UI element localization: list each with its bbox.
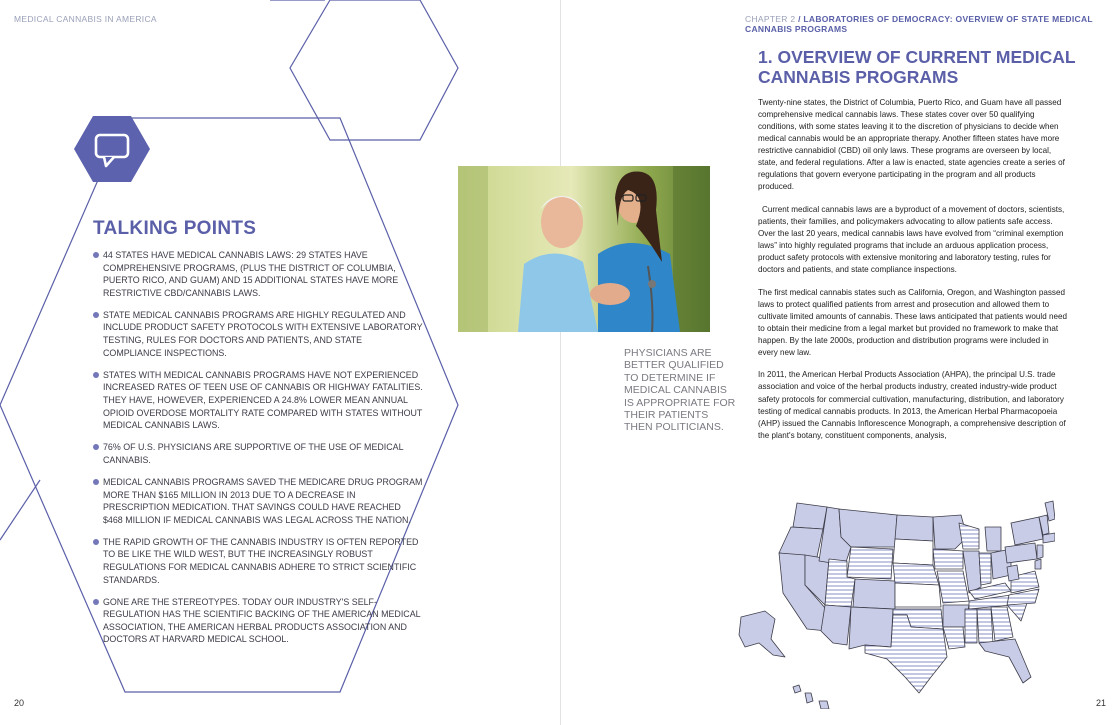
state-fl [979, 639, 1031, 683]
paragraph: Current medical cannabis laws are a byproduct of a movement of doctors, scientists, patients, their families, and policymakers advocating to allow patients safe access. Over the last 20 years, medical cannabis laws have evolved from “criminal exemption laws” into highly regulated programs that include an arduous application process, product safety protocols with extensive monitoring and laboratory testing, rules for doctors and patients, and state compliance inspections. [758, 204, 1065, 275]
speech-bubble-icon [74, 116, 150, 182]
state-al [977, 609, 993, 643]
paragraph: In 2011, the American Herbal Products Association (AHPA), the principal U.S. trade association and voice of the herbal products industry, created industry-wide product safety protocols for commercial cultivation, manufacturing, distribution, and laboratory testing of medical cannabis products. In 2013, the American Herbal Pharmacopoeia (AHP) issued the Cannabis Inflorescence Monograph, a comprehensive description of the plant's botany, constituent components, analysis, [758, 370, 1066, 440]
state-nm [849, 607, 893, 649]
state-ny [1011, 517, 1043, 545]
section-title: 1. OVERVIEW OF CURRENT MEDICAL CANNABIS PROGRAMS [758, 47, 1076, 87]
talking-point: GONE ARE THE STEREOTYPES. TODAY OUR INDUSTRY'S SELF-REGULATION HAS THE SCIENTIFIC BACKING OF THE AMERICAN MEDICAL ASSOCIATION, THE AMERICAN HERBAL PRODUCTS ASSOCIATION AND DOCTORS AT HARVARD MEDICAL SCHOOL. [93, 596, 423, 646]
state-md-de [1035, 559, 1041, 569]
talking-point: THE RAPID GROWTH OF THE CANNABIS INDUSTRY IS OFTEN REPORTED TO BE LIKE THE WILD WEST, BUT THE INCREASINGLY ROBUST REGULATIONS FOR MEDICAL CANNABIS ADHERE TO STRICT SCIENTIFIC STANDARDS. [93, 536, 423, 586]
talking-point: 76% OF U.S. PHYSICIANS ARE SUPPORTIVE OF THE USE OF MEDICAL CANNABIS. [93, 441, 423, 466]
talking-point: STATES WITH MEDICAL CANNABIS PROGRAMS HAVE NOT EXPERIENCED INCREASED RATES OF TEEN USE OF CANNABIS OR HIGHWAY FATALITIES. THEY HAVE, HOWEVER, EXPERIENCED A 24.8% LOWER MEAN ANNUAL OPIOID OVERDOSE MORTALITY RATE COMPARED WITH STATES WITHOUT MEDICAL CANNABIS LAWS. [93, 369, 423, 432]
state-pa [1005, 543, 1037, 563]
paragraph: Twenty-nine states, the District of Columbia, Puerto Rico, and Guam have all passed comprehensive medical cannabis laws. These states cover over 50 qualifying conditions, with some states leaving it to the discretion of physicians to decide when medical cannabis would be an appropriate therapy. Another fifteen states have more restrictive cannabidiol (CBD) oil only laws. These programs are overseen by local, state, and federal regulations. After a law is enacted, state agencies create a series of regulations that govern everyone participating in the program and all products produced. [758, 98, 1065, 192]
state-in [979, 553, 991, 585]
state-ia [933, 549, 963, 569]
running-head-right: CHAPTER 2 / LABORATORIES OF DEMOCRACY: OVERVIEW OF STATE MEDICAL CANNABIS PROGRAMS [745, 14, 1093, 34]
state-or [779, 527, 823, 557]
state-wv [1007, 565, 1019, 581]
state-nd [895, 515, 933, 541]
state-mt [839, 509, 897, 547]
state-az [821, 605, 851, 645]
pull-quote: PHYSICIANS ARE BETTER QUALIFIED TO DETERMINE IF MEDICAL CANNABIS IS APPROPRIATE FOR THEIR PATIENTS THEN POLITICIANS. [624, 347, 736, 434]
talking-points-list [93, 249, 423, 656]
running-head-title: LABORATORIES OF DEMOCRACY: OVERVIEW OF STATE MEDICAL CANNABIS PROGRAMS [745, 14, 1093, 34]
state-mo [937, 571, 969, 603]
us-map [735, 497, 1055, 709]
body-text [758, 97, 1070, 452]
state-ms [965, 609, 977, 643]
state-la [943, 627, 965, 649]
page-number-right: 21 [1096, 698, 1107, 708]
paragraph: The first medical cannabis states such as California, Oregon, and Washington passed laws to protect qualified patients from arrest and prosecution and allowed them to cultivate limited amounts of cannabis. These laws anticipated that patients would need to obtain their medicine from a legal market but provided no framework to make that happen. By the late 2000s, production and distribution programs were included in every new law. [758, 287, 1067, 357]
state-nj [1037, 545, 1043, 559]
state-sd [893, 539, 933, 565]
page-number-left: 20 [14, 698, 25, 708]
talking-point: MEDICAL CANNABIS PROGRAMS SAVED THE MEDICARE DRUG PROGRAM MORE THAN $165 MILLION IN 2013 DUE TO A DECREASE IN PRESCRIPTION MEDICATION. THAT SAVINGS COULD HAVE REACHED $468 MILLION IF MEDICAL CANNABIS WAS LEGAL ACROSS THE NATION. [93, 476, 423, 526]
state-mi [985, 527, 1001, 551]
state-co [853, 579, 895, 609]
state-ma-ct [1043, 533, 1055, 543]
running-head-chapter: CHAPTER 2 [745, 14, 796, 24]
talking-points-title: TALKING POINTS [93, 218, 257, 239]
state-ks [895, 583, 941, 607]
state-ga [991, 607, 1013, 641]
state-hi [793, 685, 829, 709]
running-head: MEDICAL CANNABIS IN AMERICA [14, 14, 157, 24]
state-ne [893, 563, 939, 585]
state-wi [959, 523, 979, 549]
talking-point: STATE MEDICAL CANNABIS PROGRAMS ARE HIGHLY REGULATED AND INCLUDE PRODUCT SAFETY PROTOCOLS WITH EXTENSIVE LABORATORY TESTING, RULES FOR DOCTORS AND PATIENTS, AND STATE COMPLIANCE INSPECTIONS. [93, 309, 423, 359]
state-wy [847, 547, 893, 579]
talking-point: 44 STATES HAVE MEDICAL CANNABIS LAWS: 29 STATES HAVE COMPREHENSIVE PROGRAMS, (PLUS THE DISTRICT OF COLUMBIA, PUERTO RICO, AND GUAM) AND 15 ADDITIONAL STATES HAVE MORE RESTRICTIVE CBD/CANNABIS LAWS. [93, 249, 423, 299]
state-wa [793, 503, 827, 529]
state-sc [1007, 603, 1027, 621]
state-ak [739, 611, 785, 657]
